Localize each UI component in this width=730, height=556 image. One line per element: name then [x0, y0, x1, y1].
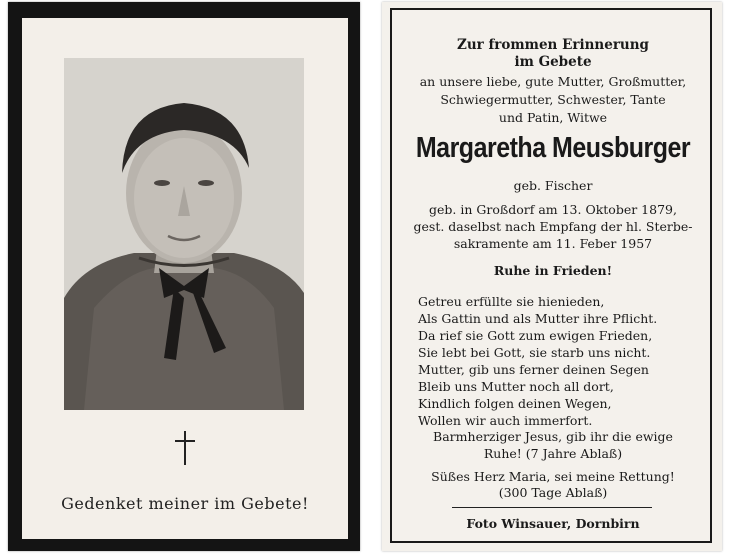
portrait-illustration [64, 58, 304, 410]
intro-line-2: Schwiegermutter, Schwester, Tante [440, 92, 666, 107]
deceased-name: Margaretha Meusburger [415, 131, 691, 165]
memorial-card-back [382, 2, 722, 551]
intro-line-3: und Patin, Witwe [498, 110, 608, 125]
poem-line-2: Als Gattin und als Mutter ihre Pflicht. [418, 311, 658, 326]
life-line-1: geb. in Großdorf am 13. Oktober 1879, [429, 202, 677, 217]
prayer-2-line-1: Süßes Herz Maria, sei meine Rettung! [431, 469, 675, 484]
poem-line-5: Mutter, gib uns ferner deinen Segen [418, 362, 649, 377]
memorial-caption: Gedenket meiner im Gebete! [61, 494, 309, 513]
prayer-2-line-2: (300 Tage Ablaß) [498, 485, 608, 500]
card-front-inner [22, 18, 348, 539]
poem-line-4: Sie lebt bei Gott, sie starb uns nicht. [418, 345, 651, 360]
memorial-card-front [8, 2, 360, 551]
birth-name: geb. Fischer [513, 178, 593, 193]
portrait-photo [64, 58, 304, 410]
prayer-1-line-1: Barmherziger Jesus, gib ihr die ewige [433, 429, 673, 444]
rest-in-peace: Ruhe in Frieden! [493, 263, 613, 278]
life-line-3: sakramente am 11. Feber 1957 [453, 236, 653, 251]
poem-line-1: Getreu erfüllte sie hienieden, [418, 294, 605, 309]
divider-line [452, 507, 652, 508]
prayer-1-line-2: Ruhe! (7 Jahre Ablaß) [483, 446, 623, 461]
heading-line-1: Zur frommen Erinnerung [456, 37, 649, 53]
text-frame [390, 8, 712, 543]
heading-line-2: im Gebete [514, 54, 592, 70]
life-line-2: gest. daselbst nach Empfang der hl. Sterbe- [413, 219, 693, 234]
photographer-credit: Foto Winsauer, Dornbirn [466, 516, 640, 531]
poem-line-8: Wollen wir auch immerfort. [418, 413, 593, 428]
intro-line-1: an unsere liebe, gute Mutter, Großmutter, [419, 74, 687, 89]
cross-icon [175, 431, 195, 465]
poem-line-7: Kindlich folgen deinen Wegen, [418, 396, 612, 411]
poem-line-6: Bleib uns Mutter noch all dort, [418, 379, 614, 394]
poem-line-3: Da rief sie Gott zum ewigen Frieden, [418, 328, 653, 343]
